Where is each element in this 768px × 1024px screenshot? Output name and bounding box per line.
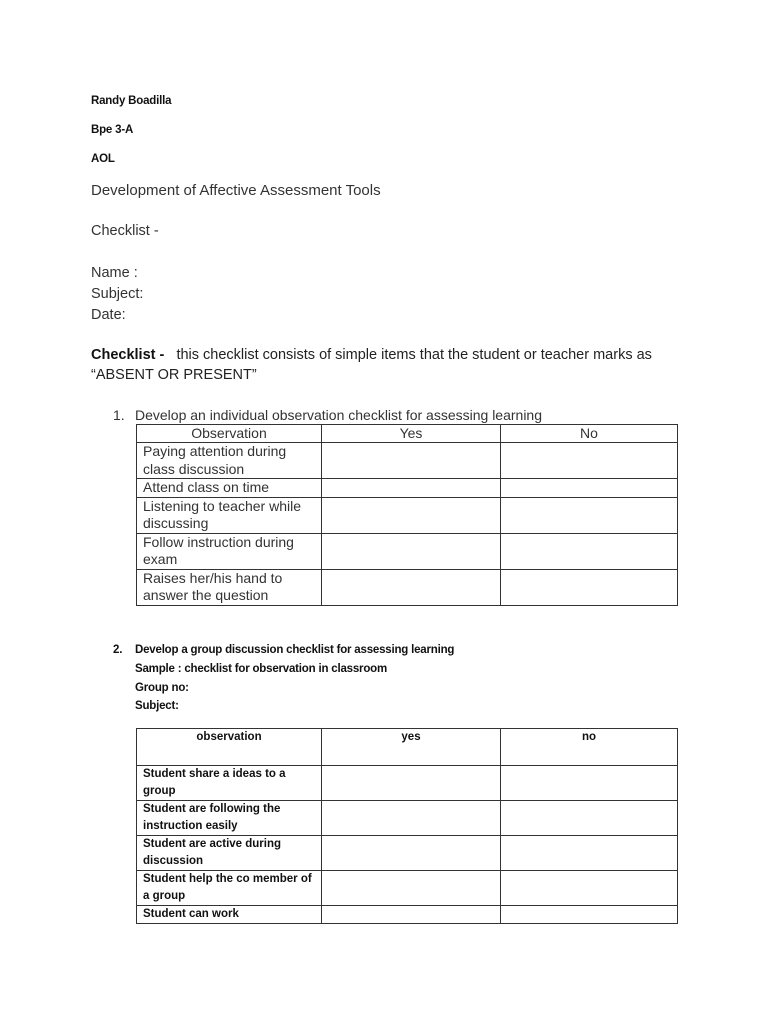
observation-cell: Student are active during discussion <box>137 836 322 871</box>
definition-term: Checklist - <box>91 347 165 363</box>
column-header-no: No <box>501 425 678 443</box>
table-row <box>137 836 678 871</box>
group-checklist-table <box>136 728 678 924</box>
item-2-subject-label: Subject: <box>135 700 179 712</box>
table-row <box>137 801 678 836</box>
item-1 <box>113 405 542 425</box>
item-2 <box>113 644 454 656</box>
individual-checklist-table <box>136 424 678 606</box>
table-row <box>137 479 678 498</box>
observation-cell: Student help the co member of a group <box>137 871 322 906</box>
table-header-row <box>137 425 678 443</box>
item-1-number: 1. <box>113 407 125 423</box>
observation-cell: Student are following the instruction easily <box>137 801 322 836</box>
definition-paragraph <box>91 345 691 385</box>
name-field-label: Name : <box>91 265 138 281</box>
author-name: Randy Boadilla <box>91 95 172 107</box>
observation-cell: Attend class on time <box>137 479 322 498</box>
yes-cell <box>322 533 501 569</box>
item-2-number: 2. <box>113 644 123 656</box>
no-cell <box>501 497 678 533</box>
no-cell <box>501 836 678 871</box>
yes-cell <box>322 836 501 871</box>
column-header-yes: Yes <box>322 425 501 443</box>
yes-cell <box>322 479 501 498</box>
document-title: Development of Affective Assessment Tools <box>91 182 381 199</box>
yes-cell <box>322 801 501 836</box>
table-row <box>137 497 678 533</box>
observation-cell: Follow instruction during exam <box>137 533 322 569</box>
item-1-text: Develop an individual observation checklist for assessing learning <box>135 407 543 423</box>
table-row <box>137 533 678 569</box>
no-cell <box>501 479 678 498</box>
observation-cell: Student can work <box>137 906 322 924</box>
observation-cell: Student share a ideas to a group <box>137 766 322 801</box>
section-label: Bpe 3-A <box>91 124 134 136</box>
definition-text-2: “ABSENT OR PRESENT” <box>91 367 257 383</box>
observation-cell: Raises her/his hand to answer the question <box>137 569 322 605</box>
column-header-observation: Observation <box>137 425 322 443</box>
table-row <box>137 766 678 801</box>
yes-cell <box>322 871 501 906</box>
no-cell <box>501 443 678 479</box>
yes-cell <box>322 497 501 533</box>
yes-cell <box>322 443 501 479</box>
column-header-observation: observation <box>137 729 322 766</box>
subject-field-label: Subject: <box>91 286 144 302</box>
course-code: AOL <box>91 153 115 165</box>
no-cell <box>501 533 678 569</box>
table-row <box>137 443 678 479</box>
table-header-row <box>137 729 678 766</box>
yes-cell <box>322 906 501 924</box>
no-cell <box>501 801 678 836</box>
no-cell <box>501 871 678 906</box>
no-cell <box>501 766 678 801</box>
no-cell <box>501 906 678 924</box>
checklist-heading: Checklist - <box>91 223 159 239</box>
observation-cell: Paying attention during class discussion <box>137 443 322 479</box>
column-header-no: no <box>501 729 678 766</box>
table-row <box>137 569 678 605</box>
definition-text: this checklist consists of simple items that the student or teacher marks as <box>176 347 652 363</box>
yes-cell <box>322 766 501 801</box>
item-2-sample: Sample : checklist for observation in classroom <box>135 663 387 675</box>
observation-cell: Listening to teacher while discussing <box>137 497 322 533</box>
no-cell <box>501 569 678 605</box>
item-2-text: Develop a group discussion checklist for assessing learning <box>135 644 455 656</box>
table-row <box>137 871 678 906</box>
item-2-group-label: Group no: <box>135 682 189 694</box>
date-field-label: Date: <box>91 307 126 323</box>
column-header-yes: yes <box>322 729 501 766</box>
table-row <box>137 906 678 924</box>
yes-cell <box>322 569 501 605</box>
